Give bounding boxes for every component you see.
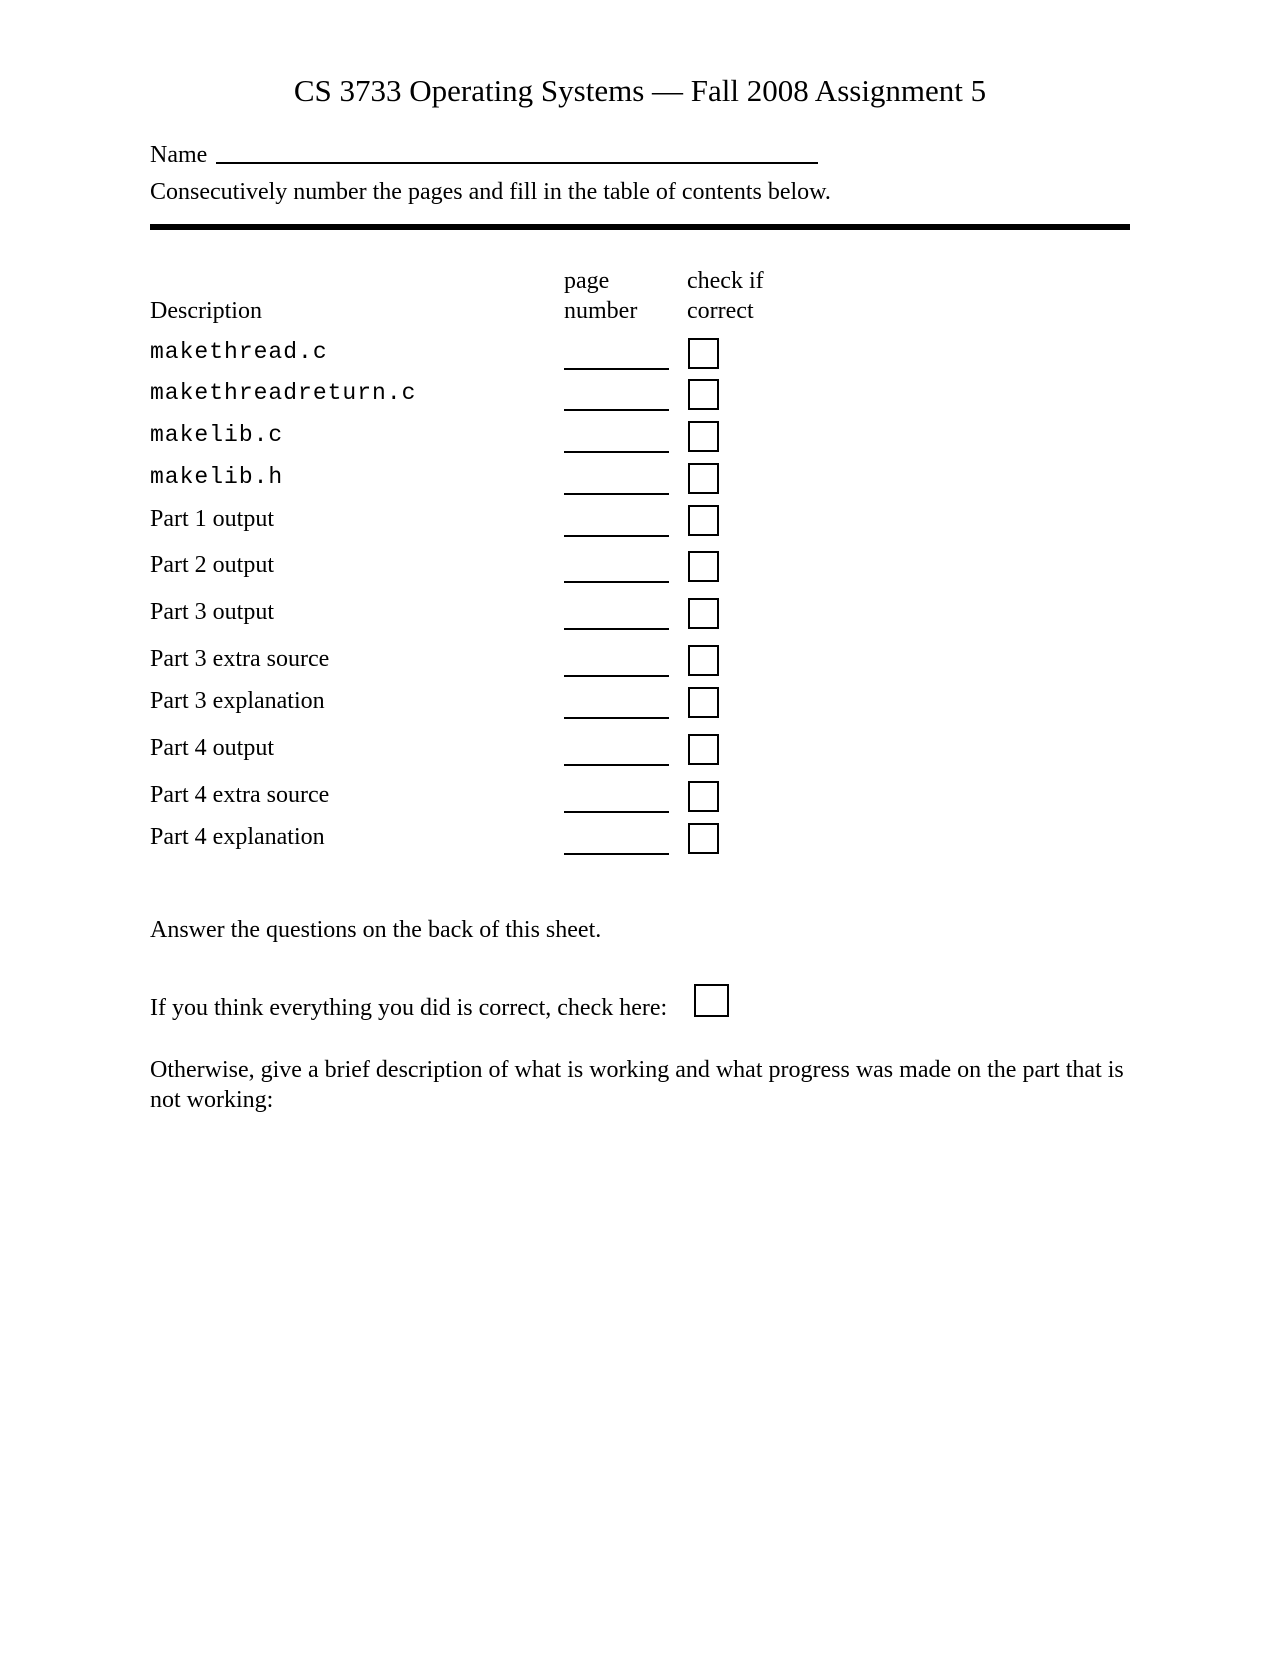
table-row bbox=[0, 821, 1280, 855]
table-row bbox=[0, 549, 1280, 583]
check-header-line2: correct bbox=[687, 298, 754, 324]
correct-checkbox[interactable] bbox=[688, 687, 719, 718]
name-field-line[interactable] bbox=[216, 162, 818, 164]
correct-checkbox[interactable] bbox=[688, 551, 719, 582]
table-row bbox=[0, 732, 1280, 766]
row-description: makelib.h bbox=[150, 464, 284, 490]
check-here-text: If you think everything you did is correct, check here: bbox=[150, 995, 668, 1021]
check-if-correct-header bbox=[687, 266, 764, 326]
page-number-blank[interactable] bbox=[564, 581, 669, 583]
correct-checkbox[interactable] bbox=[688, 823, 719, 854]
row-description: Part 3 output bbox=[150, 599, 274, 625]
correct-checkbox[interactable] bbox=[688, 338, 719, 369]
page-number-header-line1: page bbox=[564, 268, 610, 294]
page-number-blank[interactable] bbox=[564, 368, 669, 370]
page-number-blank[interactable] bbox=[564, 628, 669, 630]
correct-checkbox[interactable] bbox=[688, 505, 719, 536]
correct-checkbox[interactable] bbox=[688, 421, 719, 452]
page-number-header-line2: number bbox=[564, 298, 638, 324]
instructions-text: Consecutively number the pages and fill in the table of contents below. bbox=[150, 179, 831, 205]
table-row bbox=[0, 377, 1280, 411]
table-row bbox=[0, 336, 1280, 370]
table-row bbox=[0, 461, 1280, 495]
correct-checkbox[interactable] bbox=[688, 463, 719, 494]
page-number-blank[interactable] bbox=[564, 764, 669, 766]
otherwise-description-text: Otherwise, give a brief description of what is working and what progress was made on the part that is not working: bbox=[150, 1057, 1124, 1113]
row-description: Part 1 output bbox=[150, 506, 274, 532]
page-number-blank[interactable] bbox=[564, 811, 669, 813]
page-number-blank[interactable] bbox=[564, 409, 669, 411]
table-row bbox=[0, 419, 1280, 453]
correct-checkbox[interactable] bbox=[688, 734, 719, 765]
page-number-blank[interactable] bbox=[564, 853, 669, 855]
correct-checkbox[interactable] bbox=[688, 379, 719, 410]
row-description: Part 3 extra source bbox=[150, 646, 330, 672]
page-number-blank[interactable] bbox=[564, 535, 669, 537]
page-number-blank[interactable] bbox=[564, 451, 669, 453]
page-number-blank[interactable] bbox=[564, 675, 669, 677]
name-label: Name bbox=[150, 142, 208, 168]
all-correct-checkbox[interactable] bbox=[694, 984, 729, 1017]
answer-instruction: Answer the questions on the back of this sheet. bbox=[150, 917, 602, 943]
table-row bbox=[0, 643, 1280, 677]
correct-checkbox[interactable] bbox=[688, 645, 719, 676]
description-header: Description bbox=[150, 298, 262, 324]
row-description: makethread.c bbox=[150, 339, 328, 365]
row-description: makethreadreturn.c bbox=[150, 380, 417, 406]
table-row bbox=[0, 779, 1280, 813]
table-row bbox=[0, 596, 1280, 630]
table-row bbox=[0, 503, 1280, 537]
check-header-line1: check if bbox=[687, 268, 764, 294]
row-description: Part 4 extra source bbox=[150, 782, 330, 808]
horizontal-rule bbox=[150, 224, 1130, 230]
page-title: CS 3733 Operating Systems — Fall 2008 Assignment 5 bbox=[293, 73, 987, 108]
table-row bbox=[0, 685, 1280, 719]
row-description: Part 4 explanation bbox=[150, 824, 325, 850]
row-description: Part 4 output bbox=[150, 735, 274, 761]
correct-checkbox[interactable] bbox=[688, 598, 719, 629]
row-description: makelib.c bbox=[150, 422, 284, 448]
page-number-blank[interactable] bbox=[564, 493, 669, 495]
row-description: Part 3 explanation bbox=[150, 688, 325, 714]
row-description: Part 2 output bbox=[150, 552, 274, 578]
correct-checkbox[interactable] bbox=[688, 781, 719, 812]
page-number-blank[interactable] bbox=[564, 717, 669, 719]
page-number-header bbox=[564, 266, 637, 326]
